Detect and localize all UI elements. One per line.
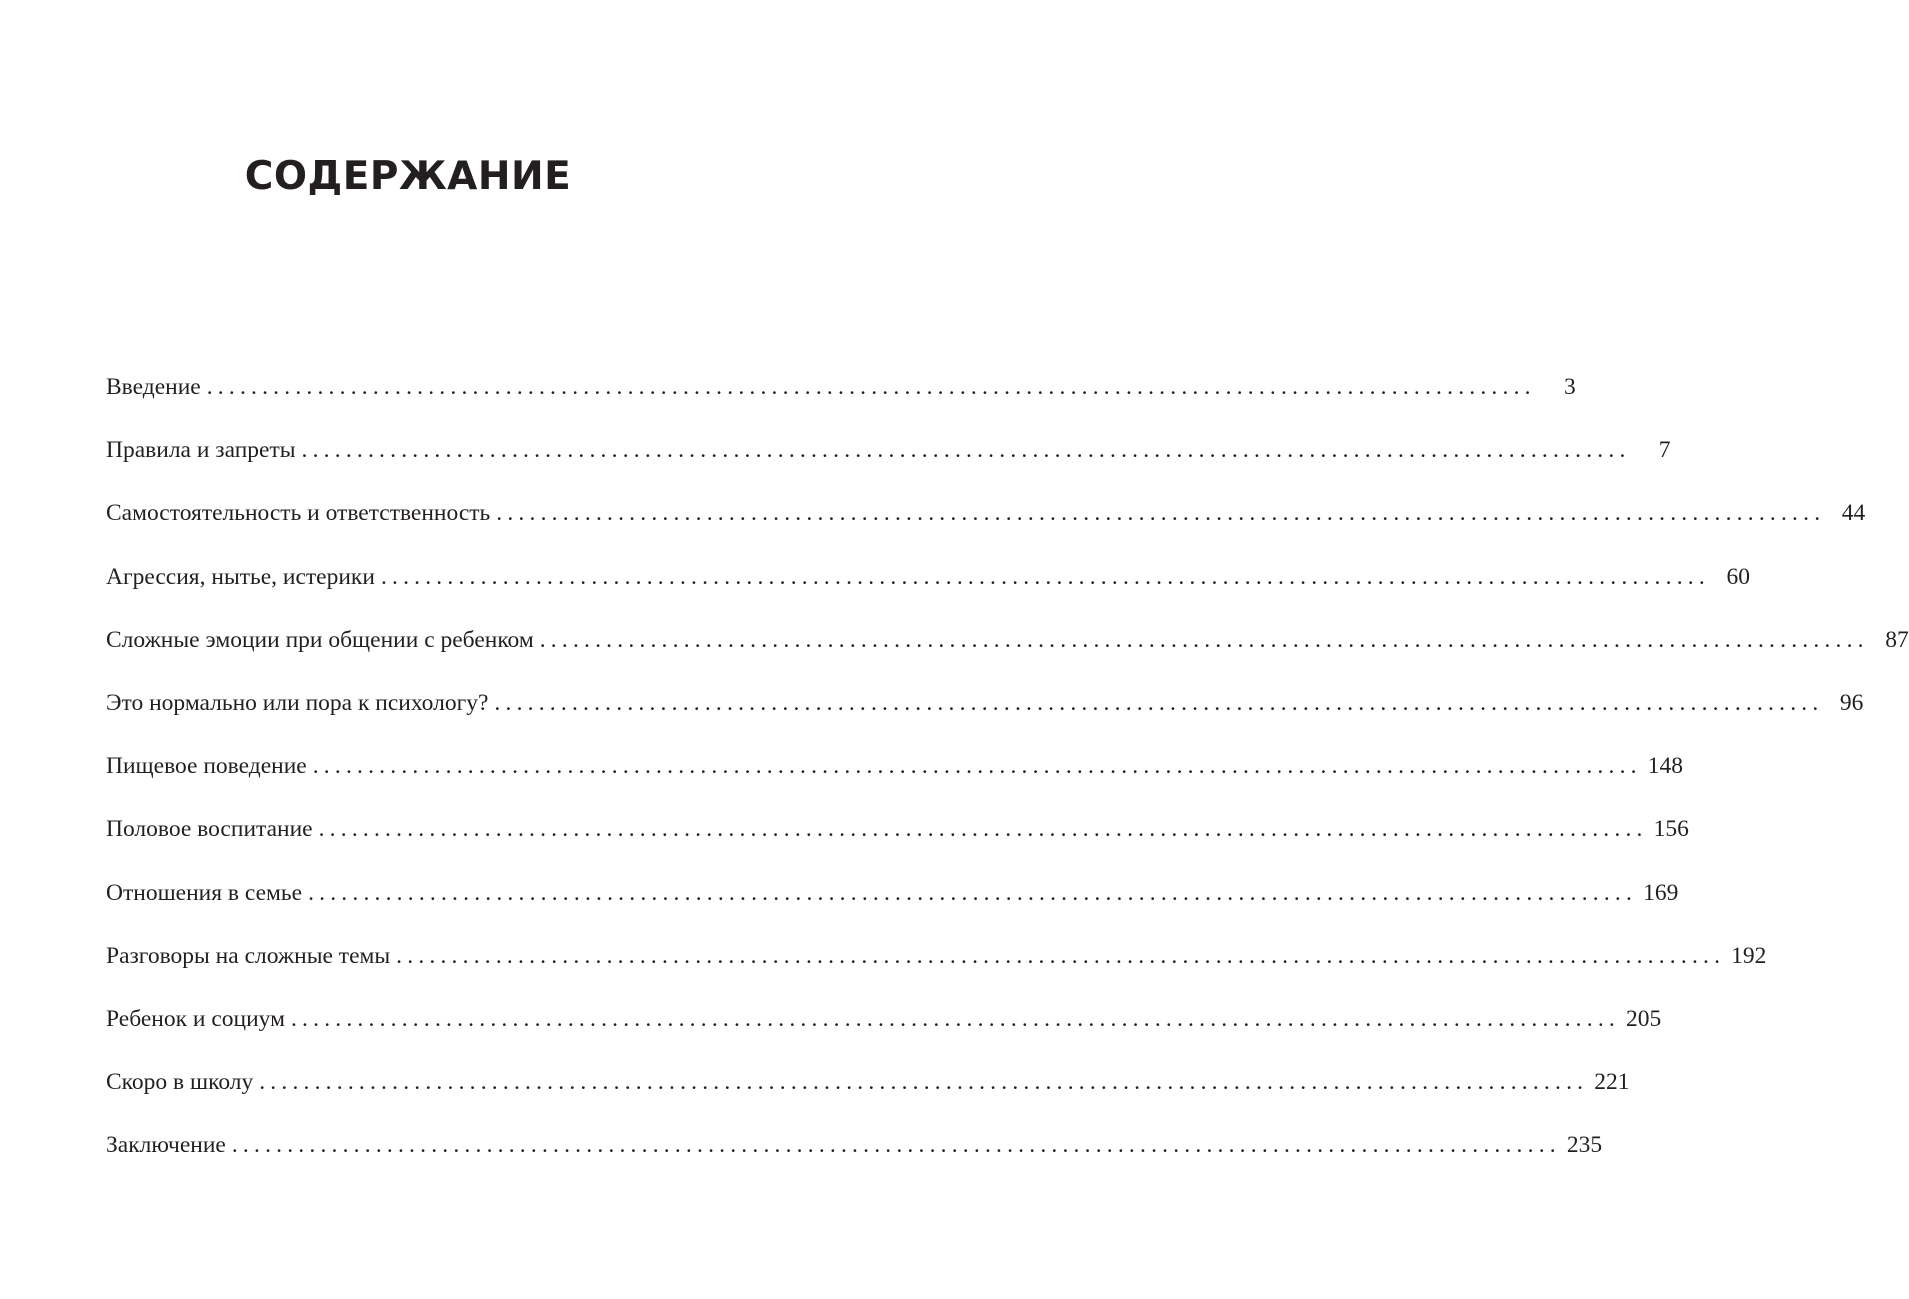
toc-entry-title: Введение	[106, 374, 201, 400]
toc-entry-school[interactable]	[106, 1060, 1630, 1123]
toc-entry-emotions[interactable]	[106, 618, 1909, 681]
toc-entry-title: Скоро в школу	[106, 1069, 254, 1096]
page-title: СОДЕРЖАНИЕ	[244, 154, 572, 199]
toc-entry-title: Разговоры на сложные темы	[106, 942, 391, 969]
toc-entry-title: Пищевое поведение	[106, 753, 307, 780]
toc-entry-title: Сложные эмоции при общении с ребенком	[106, 626, 534, 653]
toc-entry-page: 96	[1839, 689, 1864, 716]
dot-leader: ........................................................................................................................	[206, 374, 1536, 400]
dot-leader: ........................................................................................................................	[231, 1132, 1561, 1159]
dot-leader: ........................................................................................................................	[496, 500, 1826, 527]
dot-leader: ........................................................................................................................	[301, 437, 1631, 464]
toc-entry-page: 44	[1841, 500, 1866, 527]
toc-entry-page: 156	[1653, 816, 1689, 843]
toc-entry-title: Заключение	[106, 1132, 226, 1159]
dot-leader: ........................................................................................................................	[494, 689, 1824, 716]
toc-entry-page: 3	[1563, 374, 1576, 400]
dot-leader: ........................................................................................................................	[396, 942, 1726, 969]
dot-leader: ........................................................................................................................	[308, 879, 1638, 906]
toc-entry-rules[interactable]	[106, 428, 1671, 491]
toc-entry-title: Это нормально или пора к психологу?	[106, 689, 489, 716]
toc-entry-page: 87	[1885, 626, 1909, 653]
toc-entry-eating[interactable]	[106, 744, 1683, 807]
dot-leader: ........................................................................................................................	[539, 626, 1869, 653]
toc-entry-society[interactable]	[106, 997, 1662, 1060]
toc-entry-page: 148	[1647, 753, 1683, 780]
toc-entry-title: Агрессия, нытье, истерики	[106, 563, 375, 590]
toc-entry-difficult-talks[interactable]	[106, 934, 1767, 997]
toc-entry-page: 169	[1643, 879, 1679, 906]
toc-entry-independence[interactable]	[106, 491, 1866, 554]
toc-entry-page: 235	[1566, 1132, 1603, 1159]
toc-entry-page: 7	[1658, 437, 1671, 464]
dot-leader: ........................................................................................................................	[290, 1005, 1620, 1032]
toc-entry-title: Самостоятельность и ответственность	[106, 500, 491, 527]
toc-entry-aggression[interactable]	[106, 555, 1750, 618]
dot-leader: ........................................................................................................................	[318, 816, 1648, 843]
toc-entry-sex-education[interactable]	[106, 807, 1689, 870]
toc-entry-title: Правила и запреты	[106, 437, 296, 464]
toc-entry-conclusion[interactable]	[106, 1123, 1603, 1186]
toc-entry-title: Ребенок и социум	[106, 1005, 285, 1032]
toc-entry-page: 192	[1731, 942, 1767, 969]
table-of-contents	[106, 365, 1909, 1186]
toc-entry-family[interactable]	[106, 871, 1679, 934]
toc-entry-title: Отношения в семье	[106, 879, 303, 906]
dot-leader: ........................................................................................................................	[380, 563, 1710, 590]
dot-leader: ........................................................................................................................	[259, 1069, 1589, 1096]
toc-entry-page: 205	[1625, 1005, 1662, 1032]
toc-entry-psychologist[interactable]	[106, 681, 1864, 744]
toc-entry-introduction[interactable]	[106, 365, 1576, 428]
toc-entry-title: Половое воспитание	[106, 816, 313, 843]
dot-leader: ........................................................................................................................	[312, 753, 1642, 780]
toc-entry-page: 60	[1726, 563, 1750, 590]
toc-entry-page: 221	[1594, 1069, 1630, 1096]
